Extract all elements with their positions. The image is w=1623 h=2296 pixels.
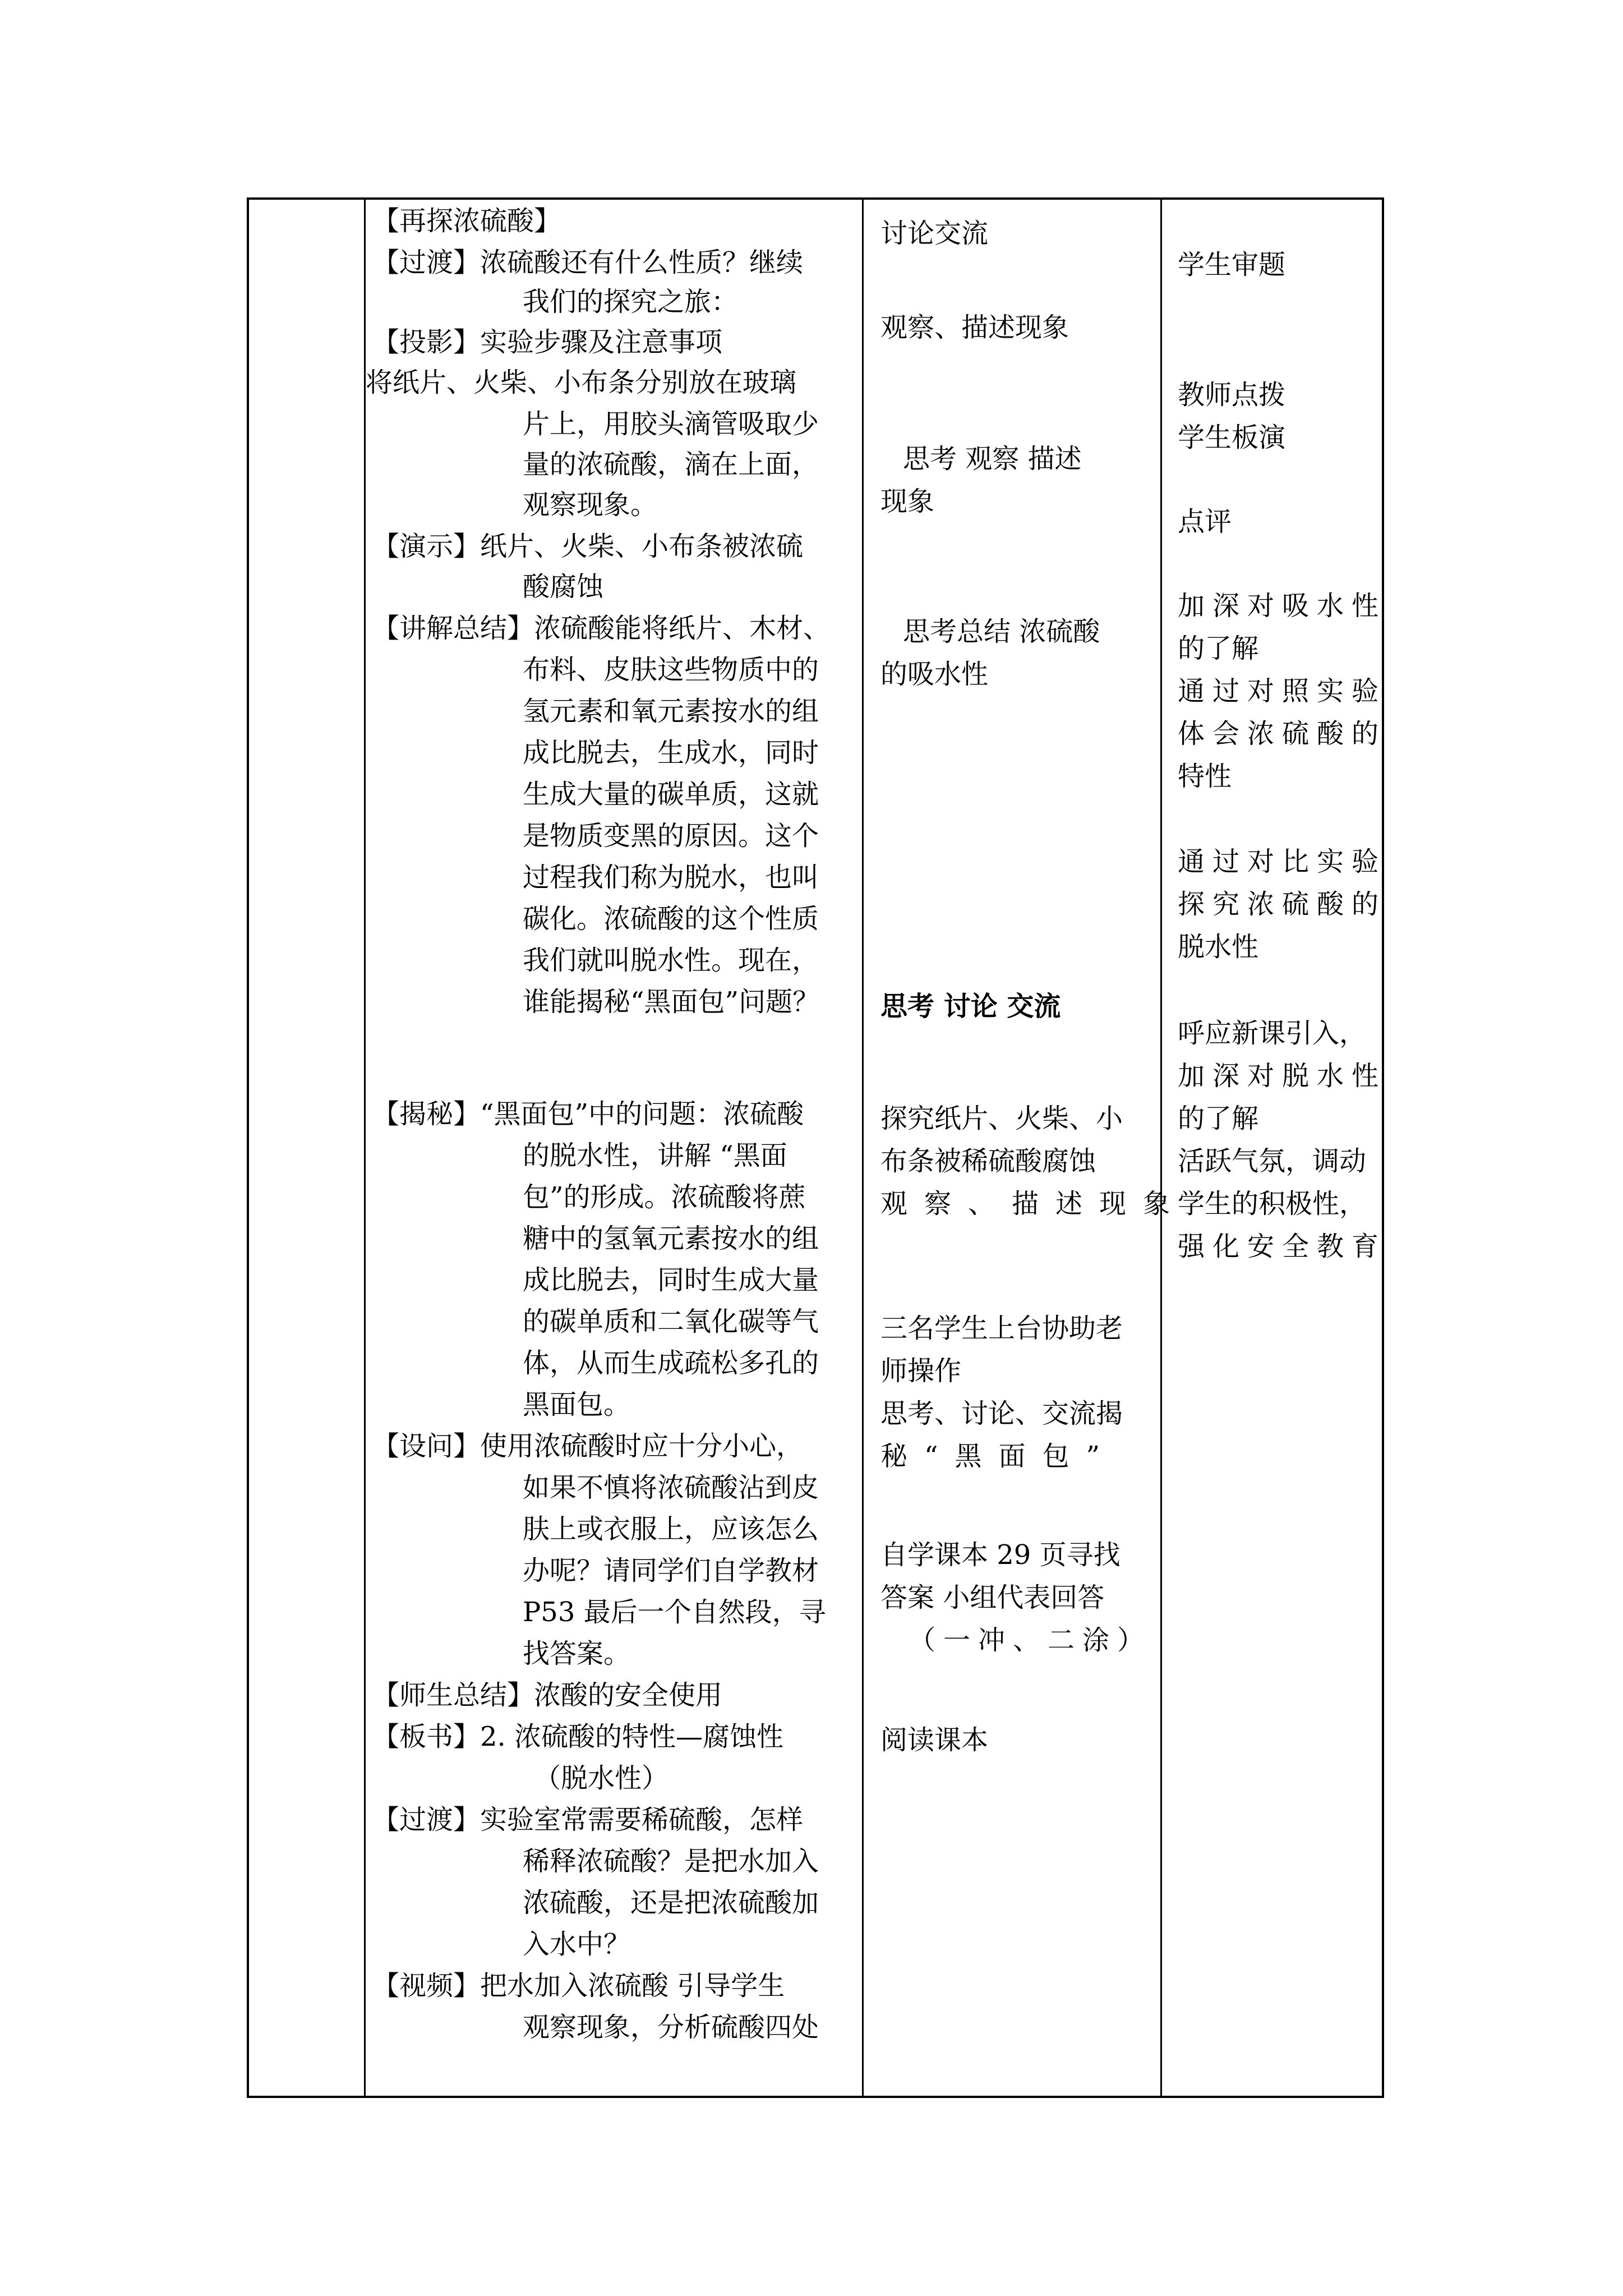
col2-text-line: 【再探浓硫酸】 <box>372 205 561 237</box>
col2-text-line: 的碳单质和二氧化碳等气 <box>523 1306 819 1337</box>
col3-text-line: 自学课本 29 页寻找 <box>880 1539 1121 1571</box>
col2-text-line: 黑面包。 <box>523 1389 631 1420</box>
col2-text-line: P53 最后一个自然段，寻 <box>523 1596 826 1628</box>
column-divider <box>364 200 366 2096</box>
col2-text-line: 氢元素和氧元素按水的组 <box>523 696 819 727</box>
lesson-table <box>247 197 1387 2098</box>
col2-text-line: 我们就叫脱水性。现在， <box>523 945 819 976</box>
col2-text-line: 【投影】实验步骤及注意事项 <box>372 326 723 358</box>
col2-text-line: 片上，用胶头滴管吸取少 <box>523 408 819 440</box>
column-divider <box>862 200 864 2096</box>
col3-text-line: （一冲、二涂） <box>909 1625 1152 1656</box>
col2-text-line: 将纸片、火柴、小布条分别放在玻璃 <box>366 367 797 398</box>
col4-text-line: 的了解 <box>1178 1103 1259 1134</box>
col3-text-line: 思考总结 浓硫酸 <box>903 616 1100 647</box>
col3-text-line: 思考 观察 描述 <box>903 443 1082 475</box>
col4-text-line: 学生板演 <box>1178 422 1286 453</box>
col3-text-line: 阅读课本 <box>880 1724 989 1756</box>
col4-text-line: 特性 <box>1178 761 1232 792</box>
col2-text-line: 酸腐蚀 <box>523 571 604 602</box>
col2-text-line: 生成大量的碳单质，这就 <box>523 779 819 810</box>
col2-text-line: 布料、皮肤这些物质中的 <box>523 654 819 685</box>
col2-text-line: 【过渡】实验室常需要稀硫酸，怎样 <box>372 1804 804 1835</box>
col4-text-line: 强化安全教育 <box>1178 1231 1387 1262</box>
col2-text-line: 找答案。 <box>523 1638 631 1669</box>
col3-text-line: 观察、描述现象 <box>880 1188 1187 1220</box>
col3-text-line: 讨论交流 <box>880 218 989 249</box>
col2-text-line: 稀释浓硫酸？是把水加入 <box>523 1846 819 1877</box>
col3-text-line: 师操作 <box>880 1355 962 1387</box>
col2-text-line: 【演示】纸片、火柴、小布条被浓硫 <box>372 531 804 562</box>
col2-text-line: 【师生总结】浓酸的安全使用 <box>372 1680 723 1711</box>
col2-text-line: 成比脱去，生成水，同时 <box>523 737 819 769</box>
col3-text-line: 思考 讨论 交流 <box>880 991 1061 1022</box>
col2-text-line: 【板书】2. 浓硫酸的特性—腐蚀性 <box>372 1721 784 1752</box>
col4-text-line: 点评 <box>1178 506 1232 537</box>
col3-text-line: 答案 小组代表回答 <box>880 1582 1105 1613</box>
col2-text-line: 谁能揭秘“黑面包”问题？ <box>523 986 820 1018</box>
col3-text-line: 的吸水性 <box>880 659 989 690</box>
col4-text-line: 体会浓硫酸的 <box>1178 718 1387 749</box>
col2-text-line: 如果不慎将浓硫酸沾到皮 <box>523 1472 819 1503</box>
col2-text-line: 过程我们称为脱水，也叫 <box>523 862 819 893</box>
col2-text-line: 我们的探究之旅： <box>523 286 739 318</box>
col3-text-line: 探究纸片、火柴、小 <box>880 1103 1123 1134</box>
col2-text-line: 体，从而生成疏松多孔的 <box>523 1347 819 1379</box>
col2-text-line: 成比脱去，同时生成大量 <box>523 1264 819 1296</box>
col2-text-line: 【揭秘】“黑面包”中的问题：浓硫酸 <box>372 1098 804 1130</box>
col3-text-line: 布条被稀硫酸腐蚀 <box>880 1145 1096 1177</box>
column-divider <box>1160 200 1162 2096</box>
col2-text-line: 浓硫酸，还是把浓硫酸加 <box>523 1887 819 1918</box>
col2-text-line: 碳化。浓硫酸的这个性质 <box>523 903 819 935</box>
col2-text-line: 糖中的氢氧元素按水的组 <box>523 1223 819 1254</box>
col2-text-line: 入水中？ <box>523 1929 631 1960</box>
col2-text-line: 【视频】把水加入浓硫酸 引导学生 <box>372 1970 785 2001</box>
col4-text-line: 活跃气氛，调动 <box>1178 1145 1367 1177</box>
col4-text-line: 加深对吸水性 <box>1178 590 1387 622</box>
col4-text-line: 通过对照实验 <box>1178 675 1387 707</box>
col2-text-line: 量的浓硫酸，滴在上面， <box>523 449 819 480</box>
col3-text-line: 思考、讨论、交流揭 <box>880 1398 1123 1429</box>
col3-text-line: 秘“黑面包” <box>880 1441 1117 1472</box>
col4-text-line: 通过对比实验 <box>1178 846 1387 877</box>
col4-text-line: 加深对脱水性 <box>1178 1060 1387 1092</box>
col2-text-line: 观察现象，分析硫酸四处 <box>523 2012 819 2043</box>
col2-text-line: 是物质变黑的原因。这个 <box>523 820 819 852</box>
col2-text-line: （脱水性） <box>534 1763 669 1794</box>
col4-text-line: 学生的积极性， <box>1178 1188 1367 1220</box>
col4-text-line: 教师点拨 <box>1178 379 1286 411</box>
col2-text-line: 办呢？请同学们自学教材 <box>523 1555 819 1586</box>
col4-text-line: 脱水性 <box>1178 931 1259 963</box>
col2-text-line: 【设问】使用浓硫酸时应十分小心， <box>372 1430 804 1462</box>
col3-text-line: 观察、描述现象 <box>880 312 1069 343</box>
col4-text-line: 探究浓硫酸的 <box>1178 889 1387 920</box>
col2-text-line: 观察现象。 <box>523 489 658 521</box>
col4-text-line: 呼应新课引入， <box>1178 1018 1367 1049</box>
col2-text-line: 【讲解总结】浓硫酸能将纸片、木材、 <box>372 613 831 644</box>
col3-text-line: 现象 <box>880 486 935 517</box>
col2-text-line: 肤上或衣服上，应该怎么 <box>523 1513 819 1545</box>
col3-text-line: 三名学生上台协助老 <box>880 1313 1123 1344</box>
col4-text-line: 学生审题 <box>1178 249 1286 280</box>
col2-text-line: 【过渡】浓硫酸还有什么性质？继续 <box>372 247 804 278</box>
col2-text-line: 包”的形成。浓硫酸将蔗 <box>523 1181 806 1213</box>
col2-text-line: 的脱水性，讲解 “黑面 <box>523 1140 787 1171</box>
col4-text-line: 的了解 <box>1178 633 1259 664</box>
